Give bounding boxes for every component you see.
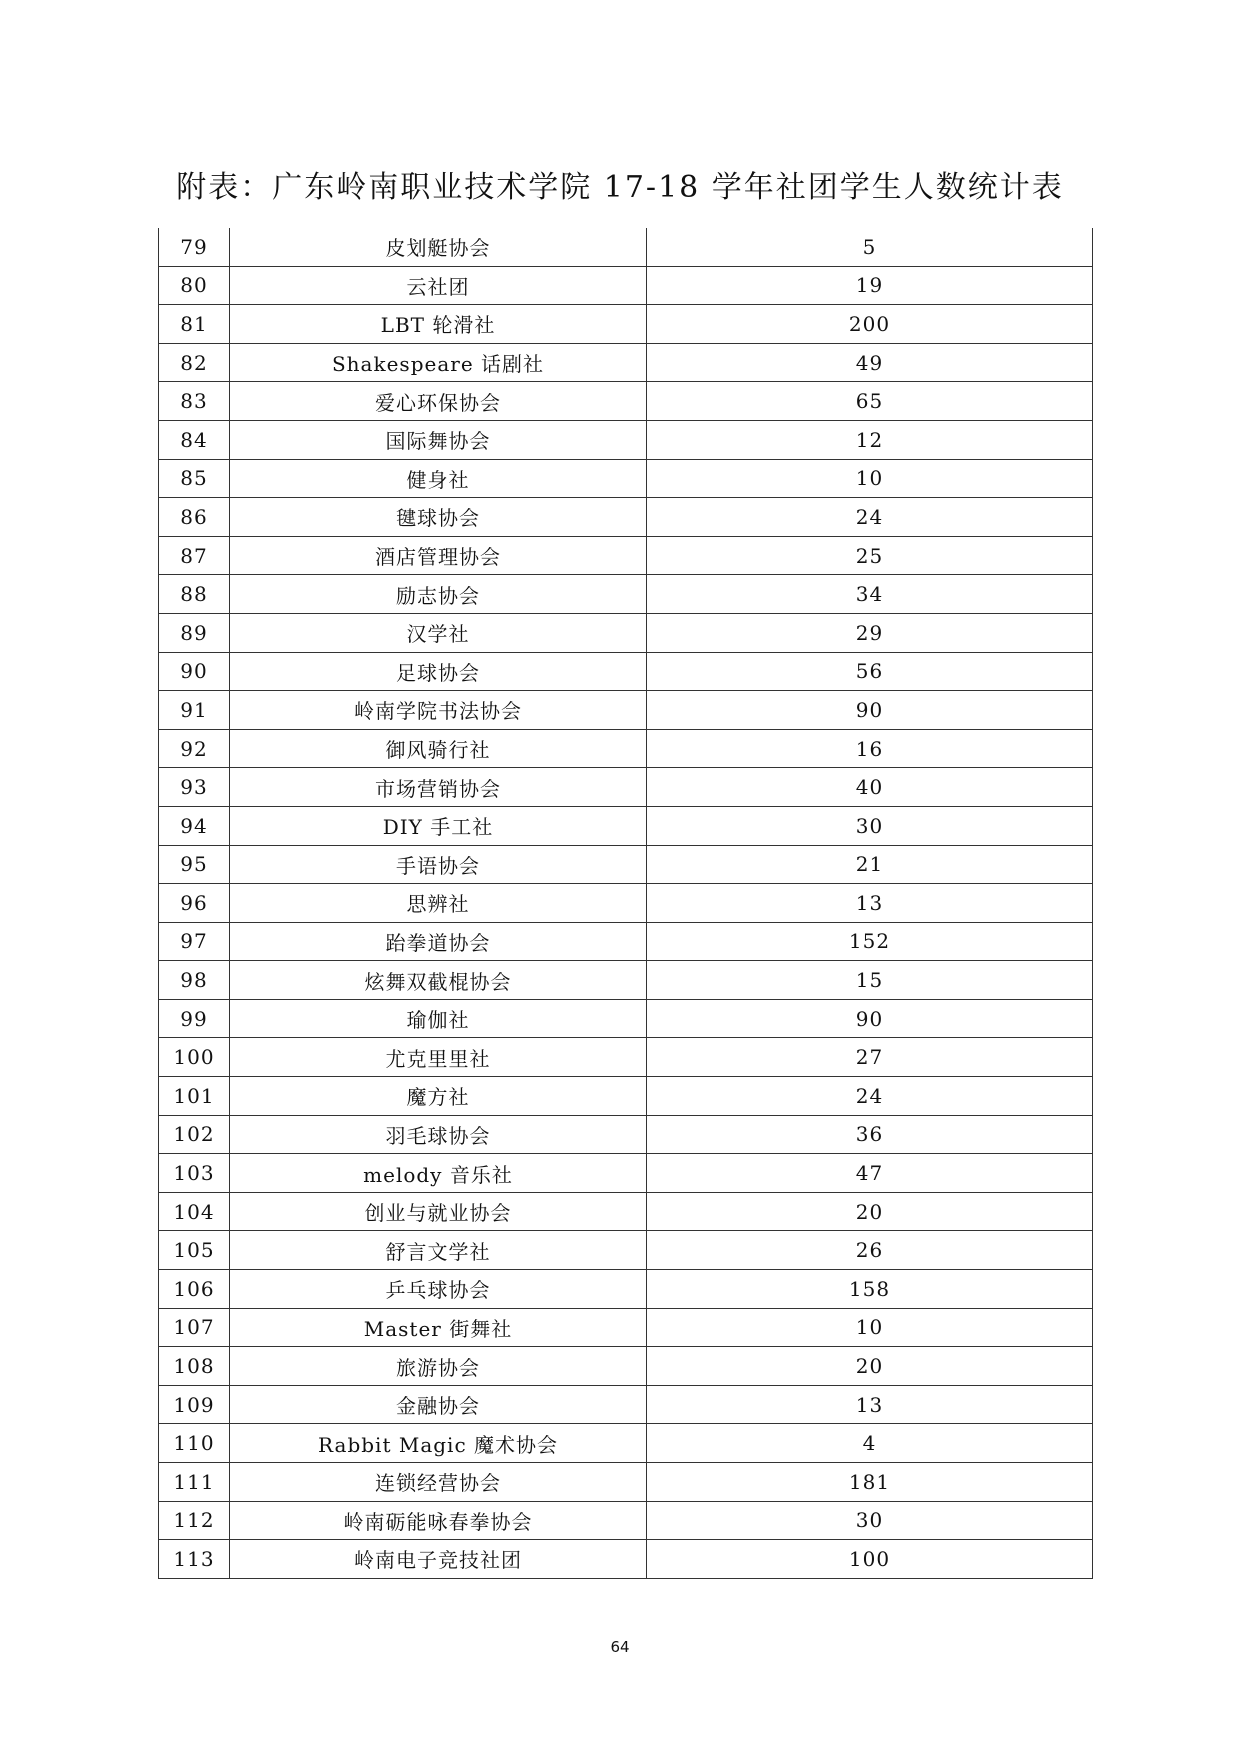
student-count-cell: 20 [647, 1192, 1093, 1231]
club-name-cell: 足球协会 [230, 652, 647, 691]
club-table-container [158, 228, 1092, 1579]
student-count-cell: 56 [647, 652, 1093, 691]
club-table [158, 228, 1093, 1579]
row-number-cell: 97 [159, 922, 230, 961]
student-count-cell: 27 [647, 1038, 1093, 1077]
table-row [159, 420, 1093, 459]
row-number-cell: 92 [159, 729, 230, 768]
student-count-cell: 36 [647, 1115, 1093, 1154]
table-row [159, 884, 1093, 923]
table-row [159, 1231, 1093, 1270]
row-number-cell: 100 [159, 1038, 230, 1077]
table-row [159, 1192, 1093, 1231]
table-row [159, 729, 1093, 768]
club-name-cell: Rabbit Magic 魔术协会 [230, 1424, 647, 1463]
table-row [159, 691, 1093, 730]
table-row [159, 845, 1093, 884]
row-number-cell: 96 [159, 884, 230, 923]
row-number-cell: 110 [159, 1424, 230, 1463]
club-name-cell: 爱心环保协会 [230, 382, 647, 421]
page-number: 64 [610, 1638, 630, 1656]
table-row [159, 613, 1093, 652]
club-name-cell: 魔方社 [230, 1077, 647, 1116]
student-count-cell: 5 [647, 228, 1093, 266]
club-name-cell: 国际舞协会 [230, 420, 647, 459]
club-name-cell: LBT 轮滑社 [230, 305, 647, 344]
club-name-cell: 乒乓球协会 [230, 1270, 647, 1309]
student-count-cell: 25 [647, 536, 1093, 575]
student-count-cell: 29 [647, 613, 1093, 652]
student-count-cell: 26 [647, 1231, 1093, 1270]
club-name-cell: 岭南电子竞技社团 [230, 1540, 647, 1579]
row-number-cell: 102 [159, 1115, 230, 1154]
club-name-cell: 岭南砺能咏春拳协会 [230, 1501, 647, 1540]
club-name-cell: 思辨社 [230, 884, 647, 923]
table-row [159, 1347, 1093, 1386]
row-number-cell: 85 [159, 459, 230, 498]
student-count-cell: 30 [647, 1501, 1093, 1540]
row-number-cell: 106 [159, 1270, 230, 1309]
table-row [159, 1038, 1093, 1077]
table-row [159, 498, 1093, 537]
table-row [159, 1540, 1093, 1579]
table-row [159, 961, 1093, 1000]
student-count-cell: 19 [647, 266, 1093, 305]
club-name-cell: 市场营销协会 [230, 768, 647, 807]
club-name-cell: 羽毛球协会 [230, 1115, 647, 1154]
club-name-cell: 炫舞双截棍协会 [230, 961, 647, 1000]
club-name-cell: 瑜伽社 [230, 999, 647, 1038]
row-number-cell: 107 [159, 1308, 230, 1347]
row-number-cell: 87 [159, 536, 230, 575]
student-count-cell: 4 [647, 1424, 1093, 1463]
table-row [159, 266, 1093, 305]
table-row [159, 1501, 1093, 1540]
table-row [159, 652, 1093, 691]
club-name-cell: melody 音乐社 [230, 1154, 647, 1193]
student-count-cell: 20 [647, 1347, 1093, 1386]
table-row [159, 1154, 1093, 1193]
row-number-cell: 80 [159, 266, 230, 305]
table-row [159, 1385, 1093, 1424]
table-row [159, 1270, 1093, 1309]
club-name-cell: 岭南学院书法协会 [230, 691, 647, 730]
row-number-cell: 104 [159, 1192, 230, 1231]
table-row [159, 228, 1093, 266]
student-count-cell: 13 [647, 884, 1093, 923]
row-number-cell: 90 [159, 652, 230, 691]
table-row [159, 382, 1093, 421]
row-number-cell: 86 [159, 498, 230, 537]
student-count-cell: 90 [647, 999, 1093, 1038]
club-name-cell: 皮划艇协会 [230, 228, 647, 266]
student-count-cell: 152 [647, 922, 1093, 961]
student-count-cell: 200 [647, 305, 1093, 344]
row-number-cell: 88 [159, 575, 230, 614]
table-row [159, 1463, 1093, 1502]
club-name-cell: 连锁经营协会 [230, 1463, 647, 1502]
student-count-cell: 24 [647, 1077, 1093, 1116]
student-count-cell: 49 [647, 343, 1093, 382]
row-number-cell: 108 [159, 1347, 230, 1386]
row-number-cell: 98 [159, 961, 230, 1000]
row-number-cell: 89 [159, 613, 230, 652]
table-row [159, 999, 1093, 1038]
club-name-cell: 跆拳道协会 [230, 922, 647, 961]
club-name-cell: Shakespeare 话剧社 [230, 343, 647, 382]
student-count-cell: 181 [647, 1463, 1093, 1502]
row-number-cell: 79 [159, 228, 230, 266]
row-number-cell: 101 [159, 1077, 230, 1116]
table-row [159, 459, 1093, 498]
row-number-cell: 91 [159, 691, 230, 730]
table-row [159, 1077, 1093, 1116]
student-count-cell: 100 [647, 1540, 1093, 1579]
club-name-cell: 金融协会 [230, 1385, 647, 1424]
club-name-cell: DIY 手工社 [230, 806, 647, 845]
club-name-cell: 手语协会 [230, 845, 647, 884]
row-number-cell: 103 [159, 1154, 230, 1193]
row-number-cell: 112 [159, 1501, 230, 1540]
student-count-cell: 24 [647, 498, 1093, 537]
club-name-cell: 汉学社 [230, 613, 647, 652]
student-count-cell: 47 [647, 1154, 1093, 1193]
student-count-cell: 13 [647, 1385, 1093, 1424]
row-number-cell: 105 [159, 1231, 230, 1270]
row-number-cell: 84 [159, 420, 230, 459]
table-row [159, 343, 1093, 382]
student-count-cell: 15 [647, 961, 1093, 1000]
club-name-cell: 御风骑行社 [230, 729, 647, 768]
table-row [159, 1308, 1093, 1347]
student-count-cell: 65 [647, 382, 1093, 421]
student-count-cell: 158 [647, 1270, 1093, 1309]
row-number-cell: 99 [159, 999, 230, 1038]
club-name-cell: 云社团 [230, 266, 647, 305]
student-count-cell: 16 [647, 729, 1093, 768]
club-name-cell: 舒言文学社 [230, 1231, 647, 1270]
row-number-cell: 83 [159, 382, 230, 421]
club-name-cell: 健身社 [230, 459, 647, 498]
row-number-cell: 95 [159, 845, 230, 884]
table-row [159, 1115, 1093, 1154]
table-row [159, 768, 1093, 807]
student-count-cell: 40 [647, 768, 1093, 807]
table-row [159, 305, 1093, 344]
student-count-cell: 90 [647, 691, 1093, 730]
club-name-cell: Master 街舞社 [230, 1308, 647, 1347]
student-count-cell: 34 [647, 575, 1093, 614]
club-name-cell: 创业与就业协会 [230, 1192, 647, 1231]
student-count-cell: 21 [647, 845, 1093, 884]
row-number-cell: 94 [159, 806, 230, 845]
club-name-cell: 尤克里里社 [230, 1038, 647, 1077]
student-count-cell: 30 [647, 806, 1093, 845]
row-number-cell: 82 [159, 343, 230, 382]
club-name-cell: 励志协会 [230, 575, 647, 614]
row-number-cell: 111 [159, 1463, 230, 1502]
student-count-cell: 10 [647, 1308, 1093, 1347]
table-row [159, 536, 1093, 575]
student-count-cell: 10 [647, 459, 1093, 498]
row-number-cell: 109 [159, 1385, 230, 1424]
student-count-cell: 12 [647, 420, 1093, 459]
row-number-cell: 113 [159, 1540, 230, 1579]
table-row [159, 575, 1093, 614]
table-row [159, 922, 1093, 961]
club-table-body [159, 228, 1093, 1578]
club-name-cell: 旅游协会 [230, 1347, 647, 1386]
table-row [159, 806, 1093, 845]
row-number-cell: 93 [159, 768, 230, 807]
row-number-cell: 81 [159, 305, 230, 344]
club-name-cell: 酒店管理协会 [230, 536, 647, 575]
table-row [159, 1424, 1093, 1463]
club-name-cell: 毽球协会 [230, 498, 647, 537]
page-title: 附表：广东岭南职业技术学院 17-18 学年社团学生人数统计表 [176, 170, 1064, 205]
